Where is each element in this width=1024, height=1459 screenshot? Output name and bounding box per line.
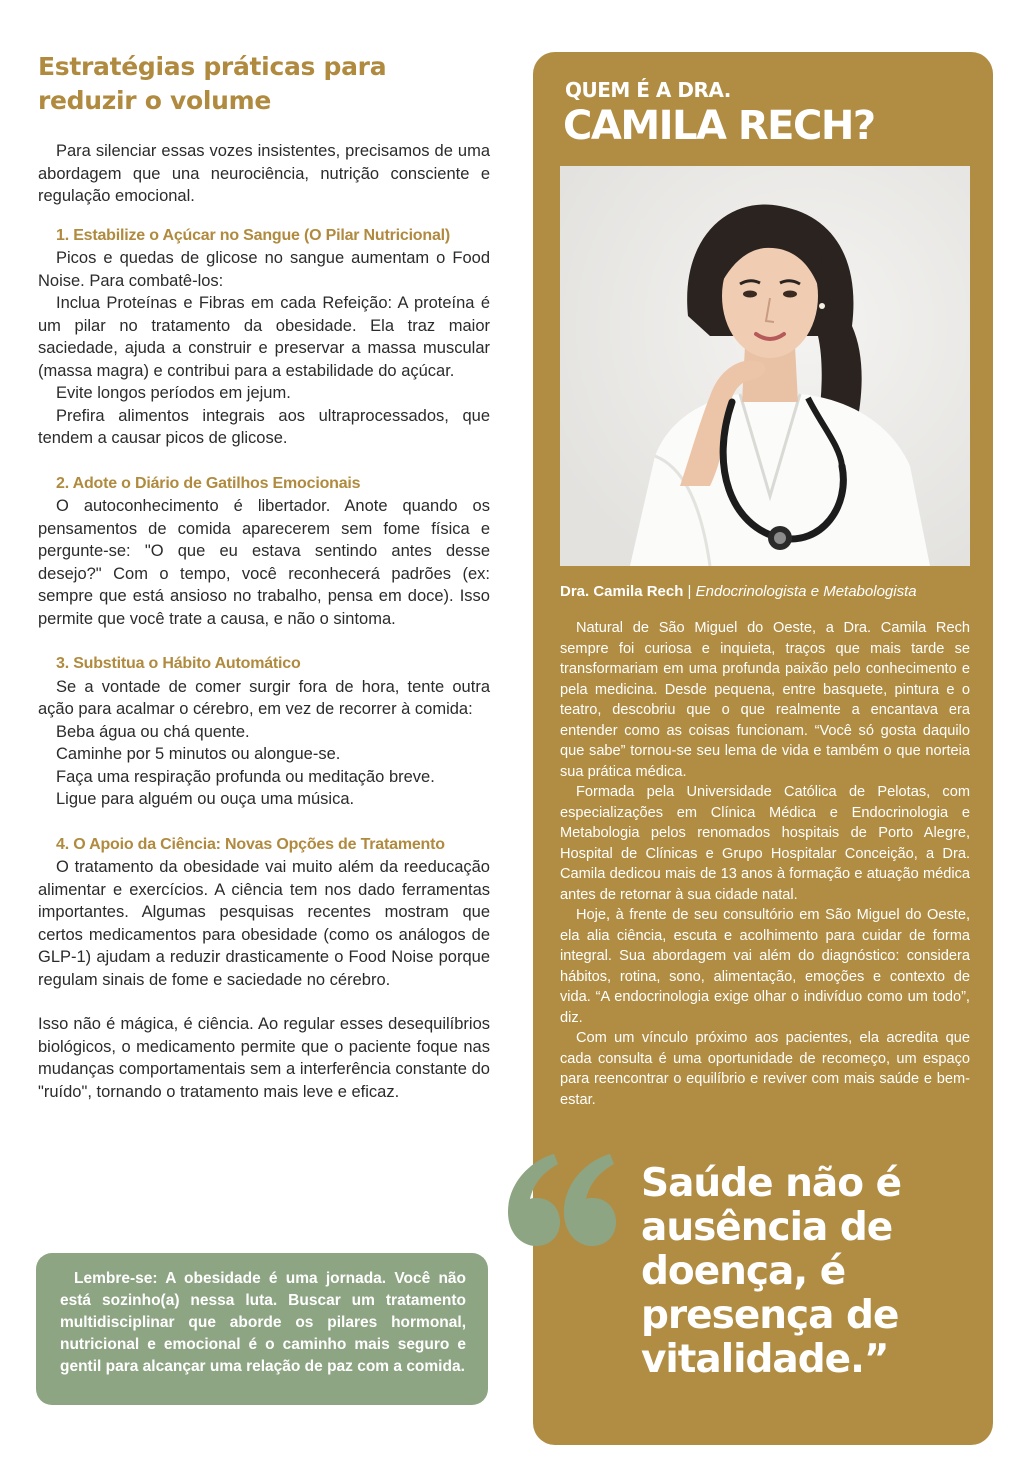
- caption-role: Endocrinologista e Metabologista: [695, 583, 917, 600]
- section-paragraph: Evite longos períodos em jejum.: [56, 384, 291, 402]
- article-title: [38, 50, 490, 118]
- reminder-text: Lembre-se: A obesidade é uma jornada. Você não está sozinho(a) nessa luta. Buscar um tratamento multidisciplinar que aborde os pilares hormonal, nutricional e emocional é o caminho mais seguro e gentil para alcançar uma relação de paz com a comida.: [60, 1270, 466, 1375]
- section-paragraph: Picos e quedas de glicose no sangue aumentam o Food Noise. Para combatê-los:: [38, 249, 490, 290]
- list-item: Caminhe por 5 minutos ou alongue-se.: [56, 745, 341, 763]
- article-title-line-1: Estratégias práticas para: [38, 52, 387, 81]
- reminder-box: [36, 1253, 488, 1405]
- section-heading: 1. Estabilize o Açúcar no Sangue (O Pilar Nutricional): [56, 226, 451, 244]
- profile-name: CAMILA RECH?: [563, 103, 875, 149]
- bio-paragraph: Formada pela Universidade Católica de Pelotas, com especializações em Clínica Médica e Endocrinologia e Metabologia pelos renomados hospitais de Porto Alegre, Hospital de Clínicas e Grupo Hospitalar Conceição, a Dra. Camila dedicou mais de 13 anos à formação e atuação médica antes de retornar à sua cidade natal.: [560, 784, 970, 903]
- caption-name: Dra. Camila Rech: [560, 583, 684, 600]
- section-replace-habit: [38, 653, 490, 811]
- doctor-photo: [560, 166, 970, 566]
- bio-paragraph: Natural de São Miguel do Oeste, a Dra. Camila Rech sempre foi curiosa e inquieta, traços que mais tarde se transformariam em uma profunda paixão pelo conhecimento e pela medicina. Desde pequena, entre basquete, pintura e o teatro, descobriu que o que realmente a encantava era entender como as coisas funcionam. “Você só gosta daquilo que sabe” tornou-se seu lema de vida e também o que norteia sua prática médica.: [560, 620, 970, 780]
- bio-paragraph: Com um vínculo próximo aos pacientes, ela acredita que cada consulta é uma oportunidade de recomeço, um espaço para reencontrar o equilíbrio e reviver com mais saúde e bem-estar.: [560, 1030, 970, 1108]
- article-title-line-2: reduzir o volume: [38, 86, 272, 115]
- section-paragraph: Inclua Proteínas e Fibras em cada Refeição: A proteína é um pilar no tratamento da obesidade. Ela traz maior saciedade, ajuda a construir e preservar a massa muscular (massa magra) e contribui para a estabilidade do açúcar.: [38, 294, 490, 380]
- article-column: [38, 50, 490, 1103]
- quote-line: vitalidade.”: [641, 1337, 889, 1382]
- list-item: Beba água ou chá quente.: [56, 722, 250, 741]
- section-emotional-diary: [38, 473, 490, 631]
- section-heading: 2. Adote o Diário de Gatilhos Emocionais: [56, 474, 361, 492]
- profile-bio: [560, 618, 970, 1110]
- section-science-support: [38, 834, 490, 992]
- quote-line: Saúde não é: [641, 1161, 902, 1206]
- quote-line: doença, é: [641, 1249, 846, 1294]
- article-closing: Isso não é mágica, é ciência. Ao regular esses desequilíbrios biológicos, o medicamento permite que o paciente foque nas mudanças comportamentais sem a interferência constante do "ruído", tornando o tratamento mais leve e eficaz.: [38, 1015, 490, 1101]
- section-paragraph: Prefira alimentos integrais aos ultraprocessados, que tendem a causar picos de glicose.: [38, 406, 490, 447]
- quote-mark-icon: [504, 1150, 616, 1250]
- section-heading: 4. O Apoio da Ciência: Novas Opções de Tratamento: [56, 835, 445, 853]
- section-blood-sugar: [38, 225, 490, 450]
- quote-line: ausência de: [641, 1205, 893, 1250]
- section-paragraph: O autoconhecimento é libertador. Anote quando os pensamentos de comida aparecerem sem fome física e pergunte-se: "O que eu estava sentindo antes desse desejo?" Com o tempo, você reconhecerá padrões (ex: sempre que está ansioso no trabalho, pensa em doce). Isso permite que você trate a causa, e não o sintoma.: [38, 497, 490, 628]
- doctor-portrait-illustration: [560, 166, 970, 566]
- profile-panel: [533, 52, 993, 1445]
- bio-paragraph: Hoje, à frente de seu consultório em São Miguel do Oeste, ela alia ciência, escuta e acolhimento para cuidar de forma integral. Sua abordagem vai além do diagnóstico: considera hábitos, rotina, sono, alimentação, emoções e contexto de vida. “A endocrinologia exige olhar o indivíduo como um todo”, diz.: [560, 907, 970, 1026]
- section-paragraph: Se a vontade de comer surgir fora de hora, tente outra ação para acalmar o cérebro, em vez de recorrer à comida:: [38, 677, 490, 718]
- article-intro: Para silenciar essas vozes insistentes, precisamos de uma abordagem que una neurociência, nutrição consciente e regulação emocional.: [38, 142, 490, 205]
- quote-line: presença de: [641, 1293, 899, 1338]
- section-paragraph: O tratamento da obesidade vai muito além da reeducação alimentar e exercícios. A ciência tem nos dado ferramentas importantes. Algumas pesquisas recentes mostram que certos medicamentos para obesidade (como os análogos de GLP-1) ajudam a reduzir drasticamente o Food Noise porque regulam sinais de fome e saciedade no cérebro.: [38, 858, 490, 989]
- section-heading: 3. Substitua o Hábito Automático: [56, 655, 301, 672]
- photo-caption: [560, 582, 975, 602]
- list-item: Ligue para alguém ou ouça uma música.: [56, 790, 355, 808]
- profile-kicker: QUEM É A DRA.: [565, 78, 731, 102]
- list-item: Faça uma respiração profunda ou meditação breve.: [56, 767, 435, 786]
- pull-quote: [641, 1162, 971, 1382]
- caption-separator: |: [683, 583, 696, 600]
